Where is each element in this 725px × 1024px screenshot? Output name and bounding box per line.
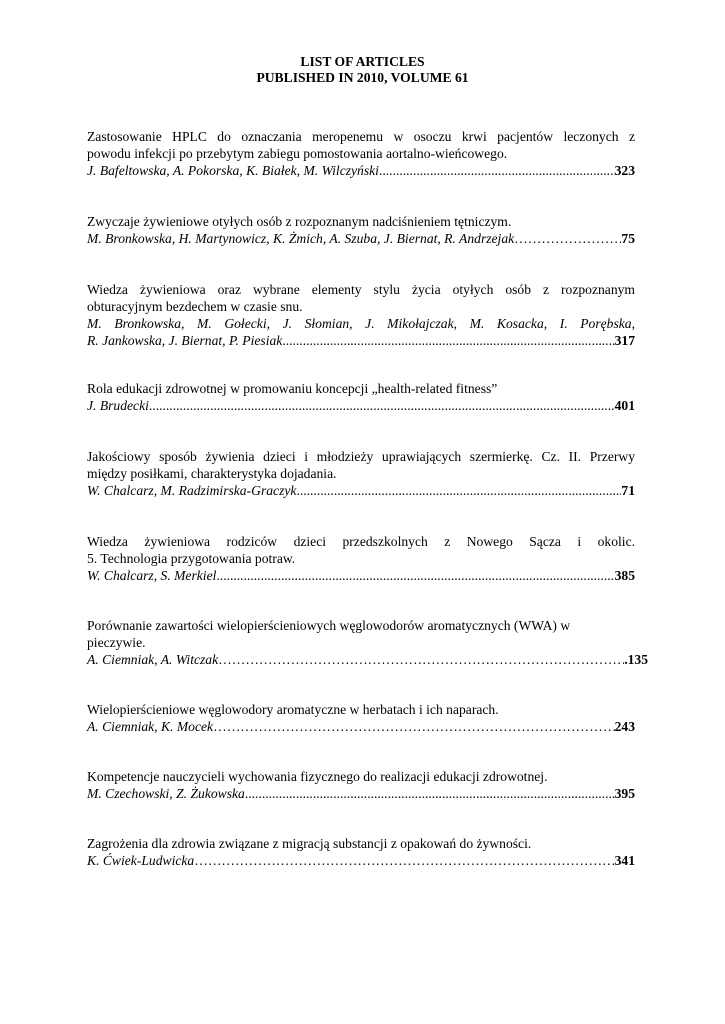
article-authors: W. Chalcarz, M. Radzimirska-Graczyk [87, 483, 297, 498]
article-authors-line [87, 718, 635, 735]
article-authors: W. Chalcarz, S. Merkiel [87, 568, 217, 583]
article-authors-line [87, 651, 648, 668]
article-entry [87, 533, 635, 584]
article-authors-line [87, 567, 635, 584]
article-authors: A. Ciemniak, K. Mocek [87, 719, 214, 734]
article-entry [87, 213, 635, 247]
dot-leader [245, 785, 615, 802]
article-entry [87, 768, 635, 802]
article-page-number: 323 [614, 163, 635, 178]
article-title-line: między posiłkami, charakterystyka dojadania. [87, 466, 337, 481]
article-authors: J. Brudecki [87, 398, 149, 413]
article-page-number: 385 [614, 568, 635, 583]
article-authors: M. Czechowski, Z. Żukowska [87, 786, 245, 801]
article-authors-line [87, 162, 635, 179]
article-page-number: 75 [621, 231, 635, 246]
article-authors-line [87, 482, 635, 499]
article-page-number: 71 [621, 483, 635, 498]
article-authors: A. Ciemniak, A. Witczak [87, 652, 219, 667]
dot-leader [296, 482, 621, 499]
dot-leader [213, 718, 615, 735]
article-title-line: Zagrożenia dla zdrowia związane z migracją substancji z opakowań do żywności. [87, 836, 532, 851]
article-title-line: 5. Technologia przygotowania potraw. [87, 551, 296, 566]
article-entry [87, 448, 635, 499]
article-page-number: 317 [614, 333, 635, 348]
dot-leader [514, 230, 621, 247]
article-authors: M. Bronkowska, H. Martynowicz, K. Żmich, A. Szuba, J. Biernat, R. Andrzejak [87, 231, 515, 246]
dot-leader [194, 852, 614, 869]
dot-leader [149, 397, 615, 414]
article-title-line: Wiedza żywieniowa oraz wybrane elementy stylu życia otyłych osób z rozpoznanym [87, 282, 635, 297]
article-page-number: 395 [614, 786, 635, 801]
article-title-line: Zwyczaje żywieniowe otyłych osób z rozpoznanym nadciśnieniem tętniczym. [87, 214, 512, 229]
article-title-line: Wielopierścieniowe węglowodory aromatyczne w herbatach i ich naparach. [87, 702, 499, 717]
article-authors: R. Jankowska, J. Biernat, P. Piesiak [87, 333, 283, 348]
article-authors: M. Bronkowska, M. Gołecki, J. Słomian, J. Mikołajczak, M. Kosacka, I. Porębska, [87, 316, 635, 331]
article-authors-line [87, 230, 635, 247]
article-title-line: Wiedza żywieniowa rodziców dzieci przedszkolnych z Nowego Sącza i okolic. [87, 534, 635, 549]
article-authors-line [87, 397, 635, 414]
article-entry [87, 380, 635, 414]
article-title-line: obturacyjnym bezdechem w czasie snu. [87, 299, 303, 314]
article-authors-line [87, 852, 635, 869]
article-entry [87, 835, 635, 869]
dot-leader [216, 567, 614, 584]
article-title-line: Jakościowy sposób żywienia dzieci i młodzieży uprawiających szermierkę. Cz. II. Przerwy [87, 449, 635, 464]
header-subtitle: PUBLISHED IN 2010, VOLUME 61 [256, 70, 469, 85]
article-page-number: 341 [614, 853, 635, 868]
header-title: LIST OF ARTICLES [300, 54, 425, 69]
article-title-line: pieczywie. [87, 635, 146, 650]
article-page-number: 401 [614, 398, 635, 413]
dot-leader [282, 332, 614, 349]
dot-leader [379, 162, 615, 179]
article-entry [87, 128, 635, 179]
article-page-number: .135 [624, 652, 648, 667]
article-title-line: Zastosowanie HPLC do oznaczania meropenemu w osoczu krwi pacjentów leczonych z [87, 129, 635, 144]
dot-leader [218, 651, 624, 668]
article-title-line: powodu infekcji po przebytym zabiegu pomostowania aortalno-wieńcowego. [87, 146, 508, 161]
article-authors-line [87, 332, 635, 349]
page-header [0, 54, 725, 86]
article-authors: K. Ćwiek-Ludwicka [87, 853, 195, 868]
article-authors-line [87, 785, 635, 802]
article-title-line: Rola edukacji zdrowotnej w promowaniu koncepcji „health-related fitness” [87, 381, 498, 396]
article-entry [87, 617, 648, 668]
article-entry [87, 281, 635, 349]
article-page-number: 243 [614, 719, 635, 734]
article-entry [87, 701, 635, 735]
article-authors: J. Bafeltowska, A. Pokorska, K. Białek, M. Wilczyński [87, 163, 379, 178]
article-title-line: Kompetencje nauczycieli wychowania fizycznego do realizacji edukacji zdrowotnej. [87, 769, 548, 784]
article-title-line: Porównanie zawartości wielopierścieniowych węglowodorów aromatycznych (WWA) w [87, 618, 571, 633]
